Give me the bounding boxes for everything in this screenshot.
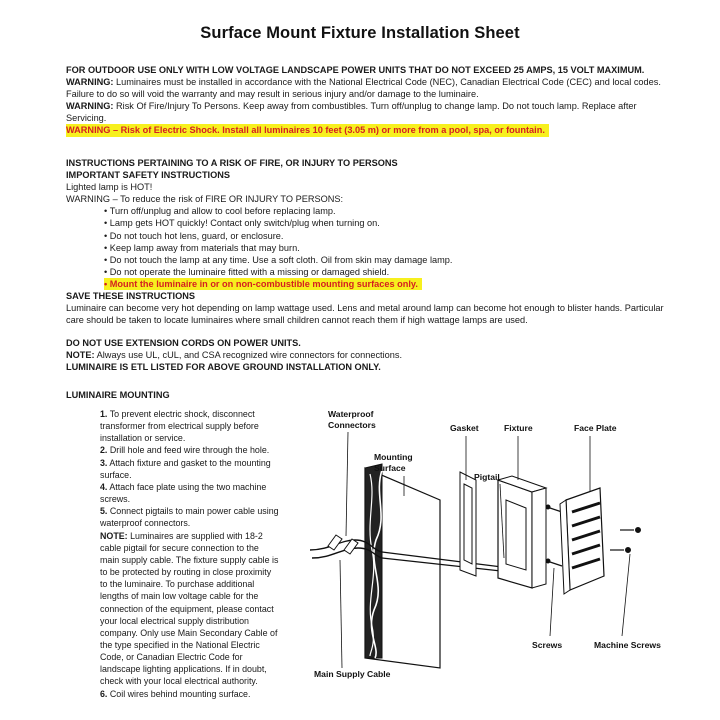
list-item: 4. Attach face plate using the two machine screws.	[100, 481, 267, 505]
electric-shock-warning: WARNING – Risk of Electric Shock. Install all luminaires 10 feet (3.05 m) or more from a pool, spa, or fountain.	[66, 124, 549, 136]
list-item: • Do not operate the luminaire fitted with a missing or damaged shield.	[104, 266, 666, 278]
gasket	[460, 472, 476, 576]
label-waterproof-connectors-1: Waterproof	[328, 409, 374, 419]
important-safety-heading: IMPORTANT SAFETY INSTRUCTIONS	[66, 170, 231, 181]
label-fixture: Fixture	[504, 423, 533, 433]
page-title: Surface Mount Fixture Installation Sheet	[200, 24, 520, 42]
fixture-box	[498, 476, 546, 588]
luminaire-mounting-heading: LUMINAIRE MOUNTING	[66, 390, 170, 400]
label-main-supply-cable: Main Supply Cable	[314, 669, 391, 679]
outdoor-use-heading: FOR OUTDOOR USE ONLY WITH LOW VOLTAGE LANDSCAPE POWER UNITS THAT DO NOT EXCEED 25 AMPS, 15 VOLT MAXIMUM.	[66, 65, 645, 75]
label-pigtail: Pigtail	[474, 472, 500, 482]
lighted-lamp-text: Lighted lamp is HOT!	[66, 182, 153, 193]
list-item: NOTE: Luminaires are supplied with 18-2 cable pigtail for secure connection to the main supply cable. The fixture supply cable is to be protected by routing in close proximity to the luminaire. To purchase additional lengths of main low voltage cable for the connection of the equipment, please contact your local electrical supply distribution company. Only use Main Secondary Cable of the type specified in the National Electric Code, or Canadian Electric Code for landscape lighting applications. If in doubt, check with your local electrical authority.	[100, 530, 279, 687]
screws	[546, 505, 562, 566]
label-face-plate: Face Plate	[574, 423, 617, 433]
installation-diagram	[300, 400, 670, 700]
connector-note: NOTE: Always use UL, cUL, and CSA recognized wire connectors for connections.	[66, 350, 403, 361]
label-waterproof-connectors-2: Connectors	[328, 420, 376, 430]
outdoor-warnings-section	[66, 64, 666, 137]
list-item: 5. Connect pigtails to main power cable using waterproof connectors.	[100, 506, 279, 529]
nec-warning: WARNING: Luminaires must be installed in accordance with the National Electrical Code (NEC), Canadian Electrical Code (CEC) and local codes. Failure to do so will void the warranty and may result in serious injury and/or damage to the luminaire.	[66, 77, 661, 100]
etl-listing: LUMINAIRE IS ETL LISTED FOR ABOVE GROUND INSTALLATION ONLY.	[66, 362, 381, 373]
fire-injury-warning: WARNING: Risk Of Fire/Injury To Persons. Keep away from combustibles. Turn off/unplug to change lamp. Do not touch lamp. Replace after Servicing.	[66, 101, 637, 124]
fire-injury-heading: INSTRUCTIONS PERTAINING TO A RISK OF FIRE, OR INJURY TO PERSONS	[66, 158, 398, 168]
label-mounting-surface-1: Mounting	[374, 452, 413, 462]
list-item: • Do not touch the lamp at any time. Use a soft cloth. Oil from skin may damage lamp.	[104, 254, 666, 266]
list-item: • Lamp gets HOT quickly! Contact only switch/plug when turning on.	[104, 217, 666, 229]
list-item: • Keep lamp away from materials that may burn.	[104, 242, 666, 254]
mounting-surface-block	[365, 464, 440, 668]
label-mounting-surface-2: Surface	[374, 463, 406, 473]
list-item: 2. Drill hole and feed wire through the hole.	[100, 445, 270, 456]
save-instructions-text: Luminaire can become very hot depending on lamp wattage used. Lens and metal around lamp can become hot enough to blister hands. Particular care should be taken to locate luminaires where small children cannot reach them if high wattage lamps are used.	[66, 303, 664, 326]
mounting-steps-list	[100, 408, 280, 700]
safety-intro: WARNING – To reduce the risk of FIRE OR INJURY TO PERSONS:	[66, 194, 344, 205]
label-screws: Screws	[532, 640, 563, 650]
safety-instructions-section	[66, 157, 666, 326]
machine-screws	[610, 528, 641, 553]
face-plate	[560, 488, 604, 594]
label-machine-screws: Machine Screws	[594, 640, 661, 650]
safety-bullet-list	[66, 205, 666, 278]
list-item: • Do not touch hot lens, guard, or enclosure.	[104, 230, 666, 242]
list-item: 3. Attach fixture and gasket to the mounting surface.	[100, 457, 271, 480]
list-item: 6. Coil wires behind mounting surface.	[100, 688, 251, 699]
list-item: 1. To prevent electric shock, disconnect transformer from electrical supply before installation or service.	[100, 409, 259, 444]
non-combustible-warning: • Mount the luminaire in or on non-combustible mounting surfaces only.	[104, 278, 422, 290]
extension-cord-heading: DO NOT USE EXTENSION CORDS ON POWER UNITS.	[66, 338, 301, 348]
list-item: • Turn off/unplug and allow to cool before replacing lamp.	[104, 205, 666, 217]
save-instructions-heading: SAVE THESE INSTRUCTIONS	[66, 291, 195, 302]
label-gasket: Gasket	[450, 423, 479, 433]
power-notes-section	[66, 337, 666, 373]
